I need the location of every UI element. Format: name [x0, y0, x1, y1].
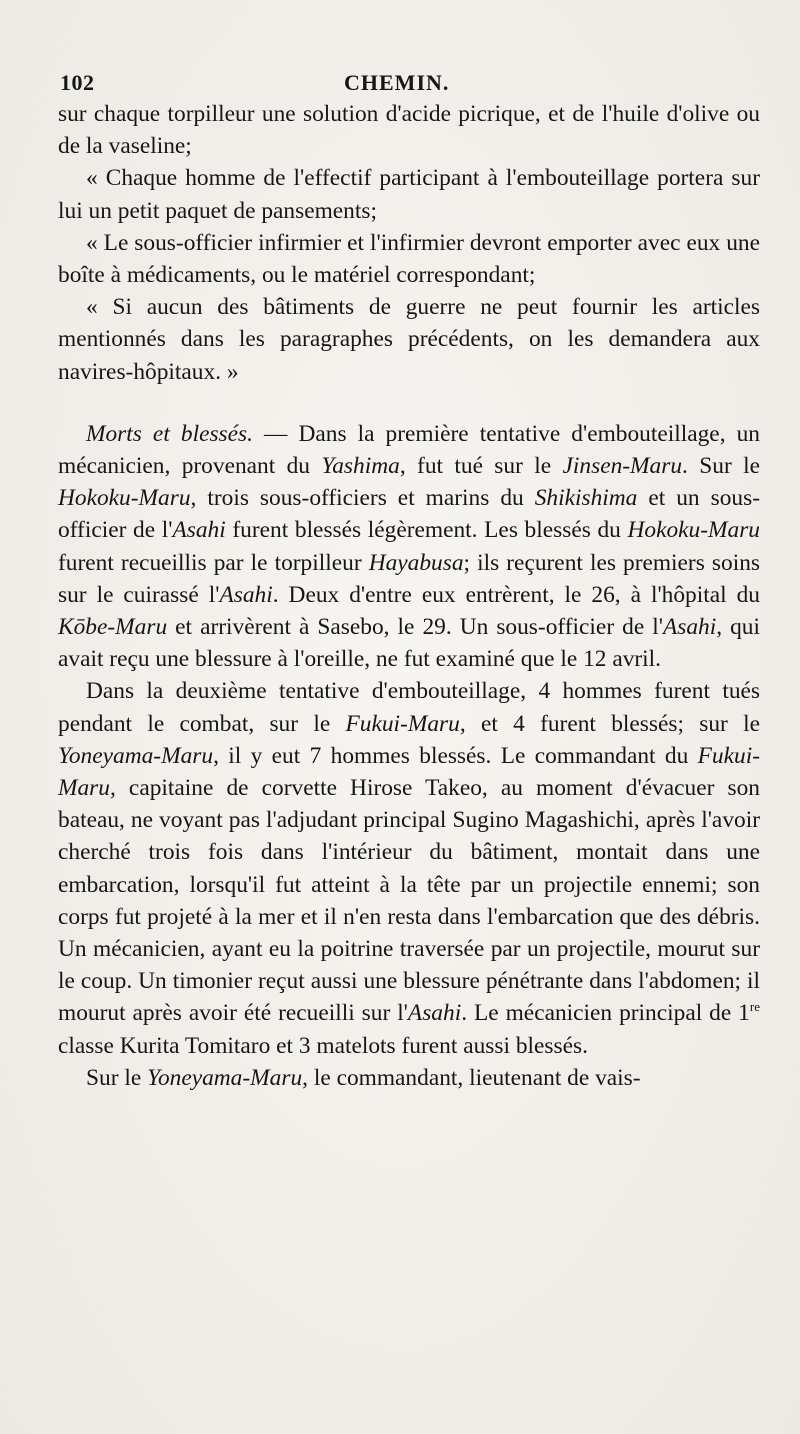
- text-run: , fut tué sur le: [399, 453, 563, 480]
- text-run: Sur le: [86, 1064, 148, 1091]
- text-run: ; ils reçurent les premiers soins sur le cuirassé l': [58, 549, 760, 608]
- italic-text: Asahi: [662, 614, 717, 641]
- text-run: — Dans la première tentative d'embouteillage, un mécanicien, provenant du: [58, 420, 760, 480]
- text-run: « Si aucun des bâtiments de guerre ne peut fournir les articles mentionnés dans les paragraphes précédents, on les demandera aux navires-hôpitaux. »: [58, 294, 760, 385]
- paragraph: [58, 1062, 760, 1094]
- italic-text: Kōbe-Maru: [58, 614, 168, 641]
- page-number: 102: [60, 70, 95, 95]
- italic-text: Hokoku-Maru: [627, 517, 760, 544]
- italic-text: Yoneyama-Maru: [58, 742, 214, 769]
- text-run: , le commandant, lieutenant de vais-: [302, 1064, 641, 1091]
- paragraph: [58, 291, 760, 388]
- text-run: , et 4 furent blessés; sur le: [459, 710, 760, 737]
- superscript: re: [749, 999, 760, 1015]
- italic-text: Asahi: [219, 581, 273, 608]
- italic-text: Fukui-Maru: [58, 742, 760, 802]
- paragraph: [58, 227, 760, 291]
- italic-text: Morts et blessés.: [86, 420, 253, 447]
- text-run: furent blessés légèrement. Les blessés du: [225, 517, 628, 544]
- text-run: . Deux d'entre eux entrèrent, le 26, à l'hôpital du: [272, 581, 760, 608]
- text-run: Dans la deuxième tentative d'embouteillage, 4 hommes furent tués pendant le combat, sur le: [58, 678, 760, 737]
- text-run: , qui avait reçu une blessure à l'oreille, ne fut examiné que le 12 avril.: [58, 614, 760, 673]
- text-run: « Le sous-officier infirmier et l'infirmier devront emporter avec eux une boîte à médicaments, ou le matériel correspondant;: [58, 229, 760, 289]
- paragraph: [58, 675, 760, 1061]
- text-run: sur chaque torpilleur une solution d'acide picrique, et de l'huile d'olive ou de la vaseline;: [58, 101, 760, 160]
- text-run: . Le mécanicien principal de 1: [461, 1000, 750, 1027]
- italic-text: Jinsen-Maru: [562, 453, 683, 480]
- text-run: , il y eut 7 hommes blessés. Le commandant du: [213, 742, 698, 769]
- italic-text: Shikishima: [534, 485, 638, 512]
- paragraph: [58, 418, 760, 676]
- text-run: , trois sous-officiers et marins du: [190, 485, 535, 512]
- paragraph: [58, 98, 760, 162]
- text-run: « Chaque homme de l'effectif participant à l'embouteillage portera sur lui un petit paquet de pansements;: [58, 165, 760, 224]
- text-run: et un sous-officier de l': [58, 485, 761, 544]
- text-run: . Sur le: [682, 453, 760, 480]
- italic-text: Asahi: [407, 1000, 462, 1027]
- text-run: , capitaine de corvette Hirose Takeo, au moment d'évacuer son bateau, ne voyant pas l'adjudant principal Sugino Magashichi, après l'avoir cherché trois fois dans l'intérieur du bâtiment, montait dans une embarcation, lorsqu'il fut atteint à la tête par un projectile ennemi; son corps fut projeté à la mer et il n'en resta dans l'embarcation que des débris. Un mécanicien, ayant eu la poitrine traversée par un projectile, mourut sur le coup. Un timonier reçut aussi une blessure pénétrante dans l'abdomen; il mourut après avoir été recueilli sur l': [58, 775, 760, 1027]
- paragraph: [58, 162, 760, 226]
- italic-text: Hayabusa: [368, 549, 464, 576]
- running-head: CHEMIN.: [344, 70, 450, 95]
- italic-text: Yashima: [321, 453, 400, 480]
- italic-text: Yoneyama-Maru: [147, 1064, 303, 1091]
- text-run: furent recueillis par le torpilleur: [58, 549, 369, 576]
- text-run: et arrivèrent à Sasebo, le 29. Un sous-officier de l': [167, 614, 663, 641]
- italic-text: Asahi: [172, 517, 226, 544]
- italic-text: Fukui-Maru: [345, 710, 460, 737]
- body-text: [58, 98, 760, 1094]
- italic-text: Hokoku-Maru: [58, 485, 191, 512]
- page-header: [58, 62, 760, 96]
- text-run: classe Kurita Tomitaro et 3 matelots furent aussi blessés.: [58, 1032, 588, 1059]
